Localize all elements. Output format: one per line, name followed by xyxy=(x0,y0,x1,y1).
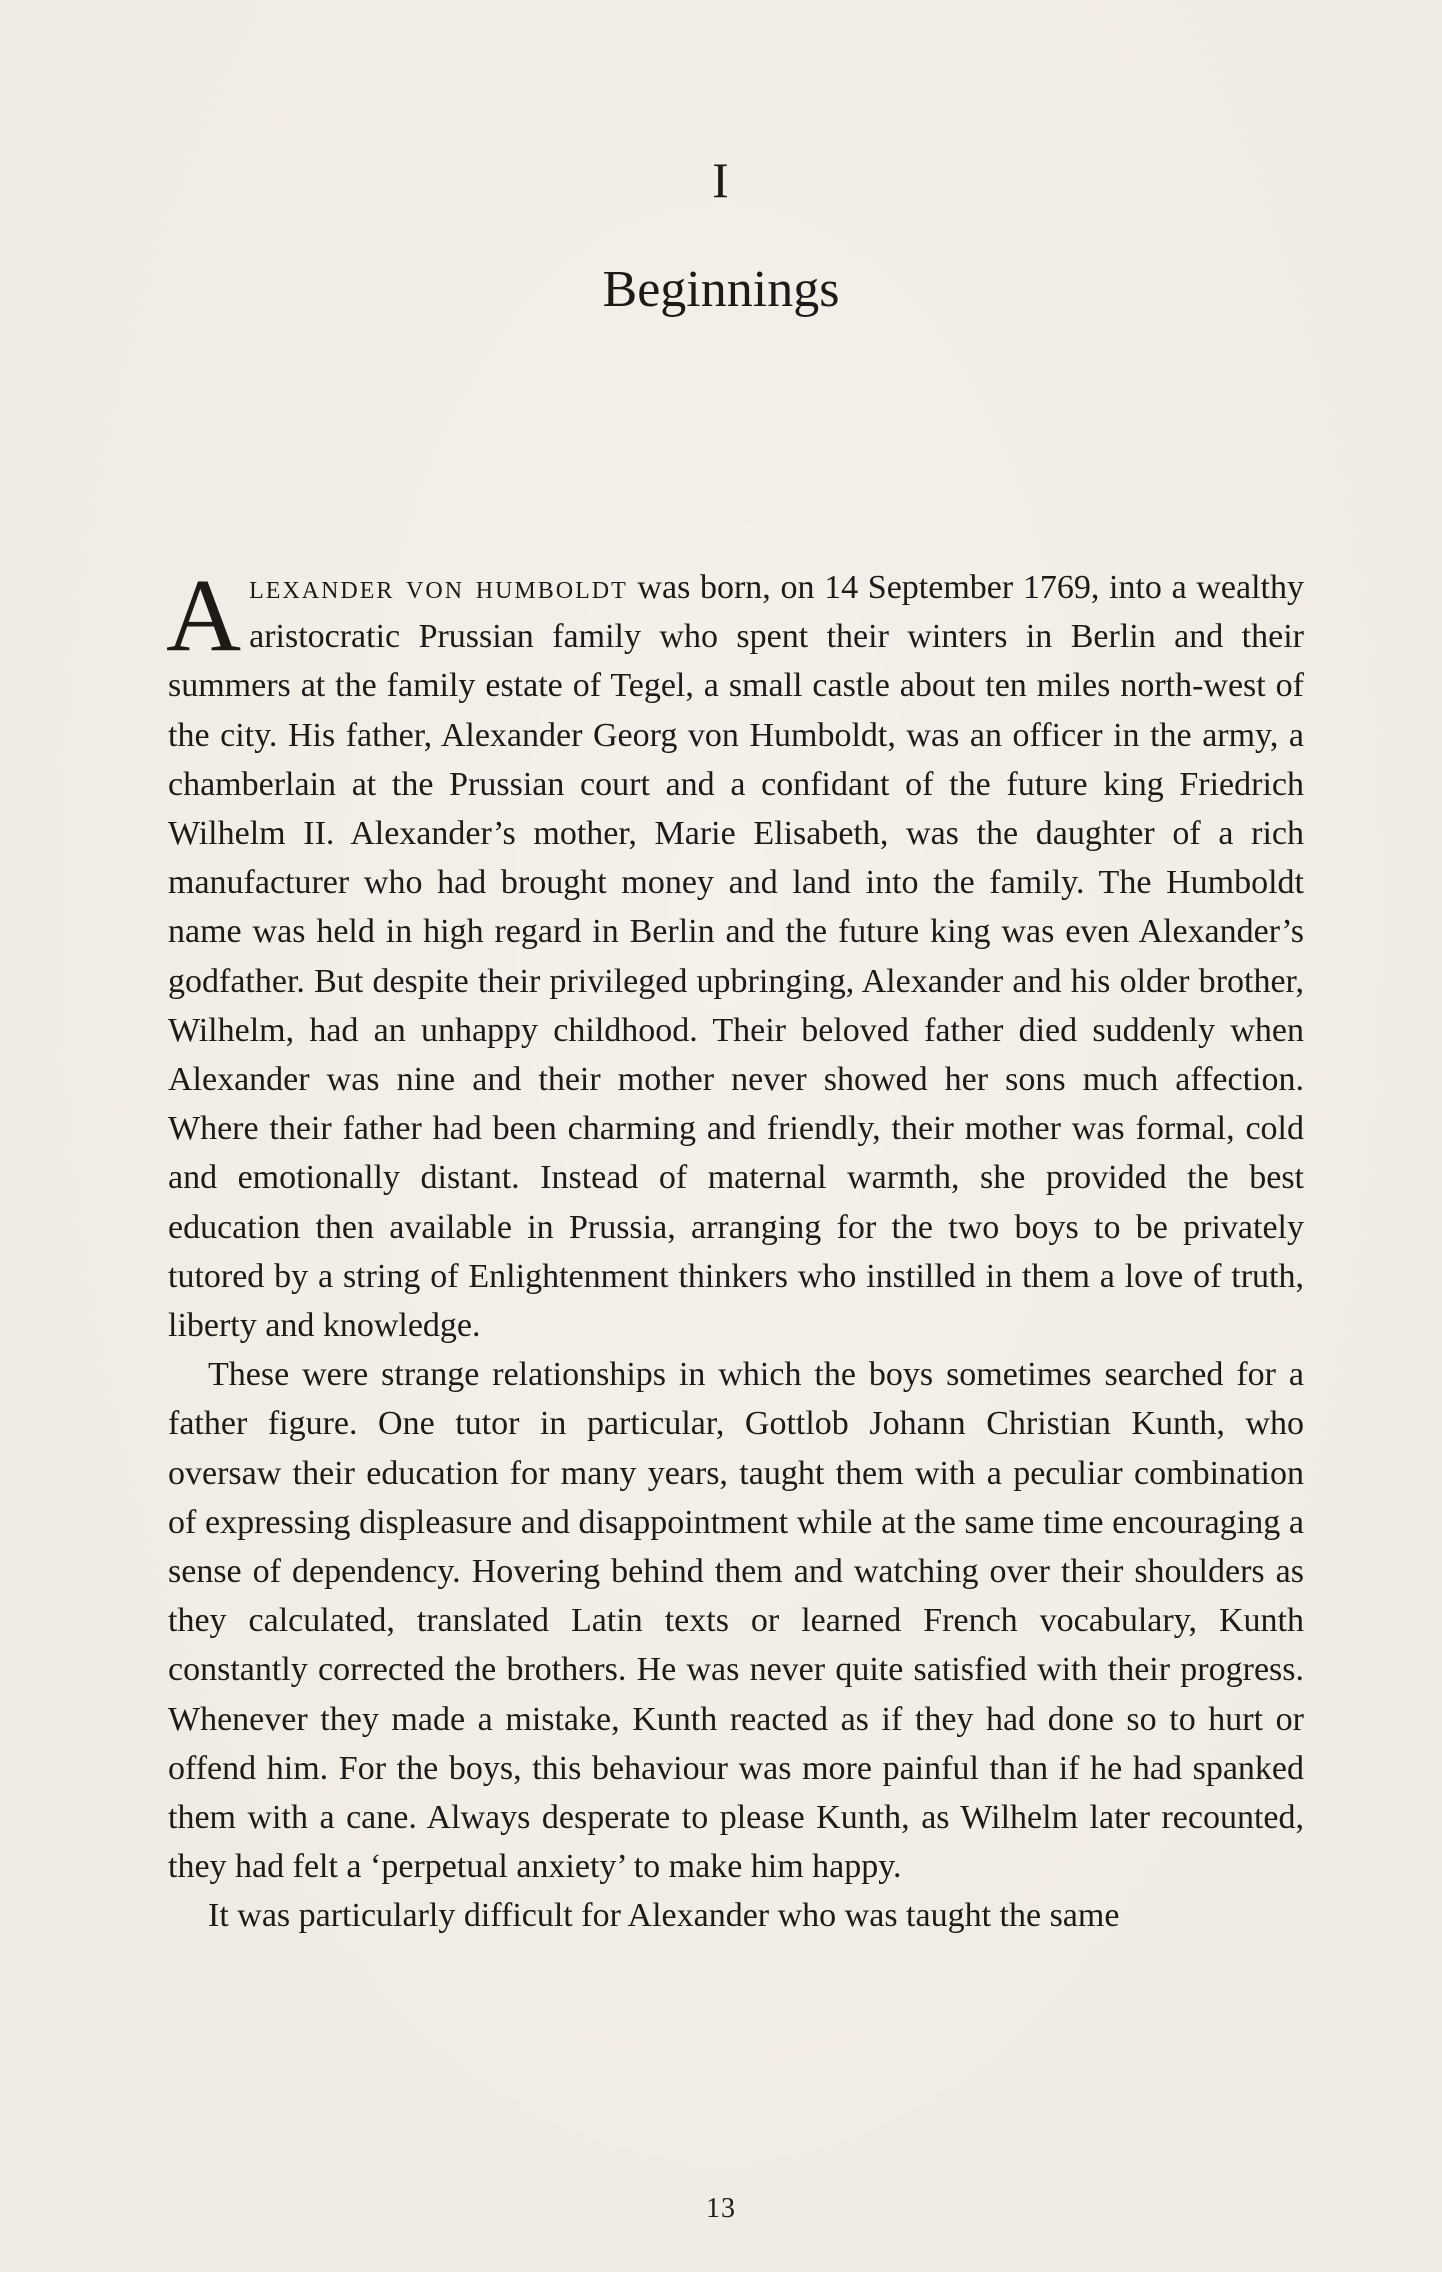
paragraph-2: These were strange relationships in which the boys sometimes searched for a father figure. One tutor in particular, Gottlob Johann Christian Kunth, who oversaw their education for many years, taught them with a peculiar combination of expressing displeasure and disappointment while at the same time encouraging a sense of dependency. Hovering behind them and watching over their shoulders as they calculated, translated Latin texts or learned French vocabulary, Kunth constantly corrected the brothers. He was never quite satisfied with their progress. Whenever they made a mistake, Kunth reacted as if they had done so to hurt or offend him. For the boys, this behaviour was more painful than if he had spanked them with a cane. Always desperate to please Kunth, as Wilhelm later recounted, they had felt a ‘perpetual anxiety’ to make him happy. xyxy=(168,1356,1304,1886)
drop-cap: A xyxy=(166,558,242,673)
lead-in-small-caps: lexander von humboldt xyxy=(249,569,628,606)
paragraph-1 xyxy=(166,558,1304,1350)
body-text xyxy=(166,558,1304,1941)
chapter-title: Beginnings xyxy=(602,261,840,318)
page-number: 13 xyxy=(706,2193,736,2224)
paragraph-3: It was particularly difficult for Alexander who was taught the same xyxy=(208,1897,1120,1935)
paragraph-1-text: was born, on 14 September 1769, into a wealthy aristocratic Prussian family who spent their winters in Berlin and their summers at the family estate of Tegel, a small castle about ten miles north-west of the city. His father, Alexander Georg von Humboldt, was an officer in the army, a chamberlain at the Prussian court and a confidant of the future king Friedrich Wilhelm II. Alexander’s mother, Marie Elisabeth, was the daughter of a rich manufacturer who had brought money and land into the family. The Humboldt name was held in high regard in Berlin and the future king was even Alexander’s godfather. But despite their privileged upbringing, Alexander and his older brother, Wilhelm, had an unhappy childhood. Their beloved father died suddenly when Alexander was nine and their mother never showed her sons much affection. Where their father had been charming and friendly, their mother was formal, cold and emotionally distant. Instead of maternal warmth, she provided the best education then available in Prussia, arranging for the two boys to be privately tutored by a string of Enlightenment thinkers who instilled in them a love of truth, liberty and knowledge. xyxy=(168,569,1304,1345)
chapter-number: I xyxy=(712,152,730,208)
